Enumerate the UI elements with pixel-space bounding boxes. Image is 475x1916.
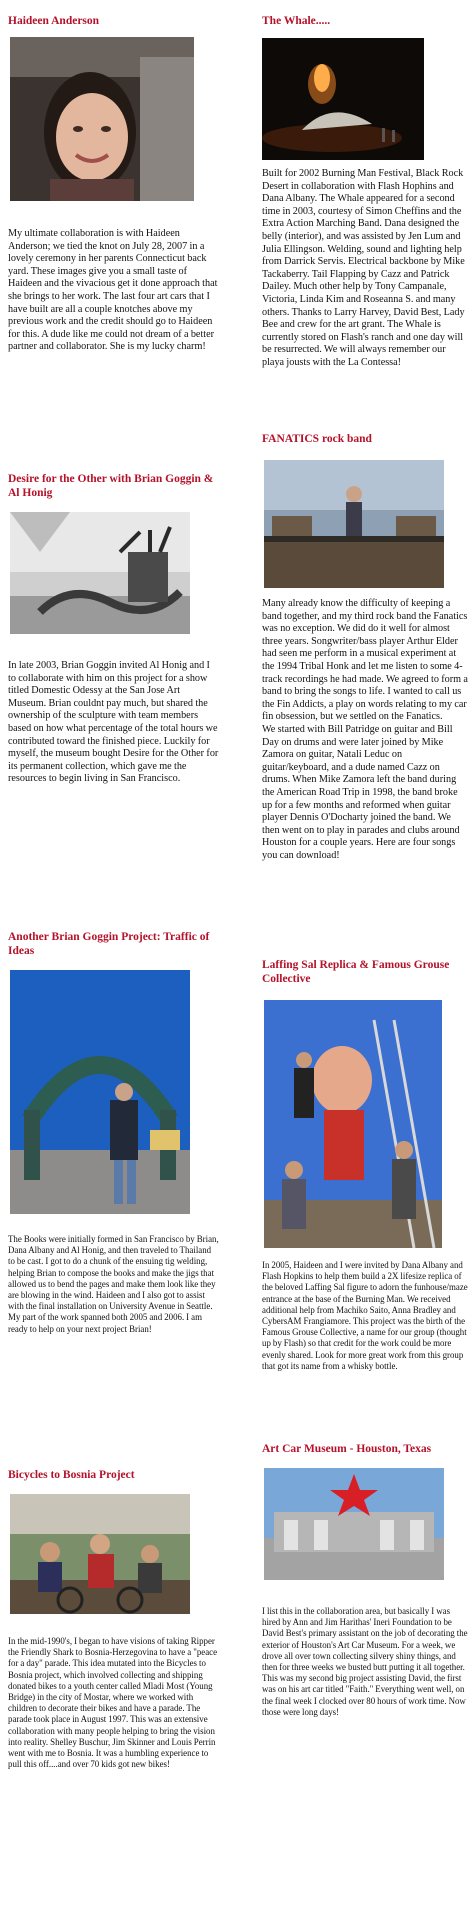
entry-haideen-anderson [8,14,220,28]
entry-text: My ultimate collaboration is with Haideen Anderson; we tied the knot on July 28, 2007 in a lovely ceremony in her parents Connecticut back yard. These images give you a small taste of Haideen and the vivacious get it done approach that she brings to her work. The last four art cars that I have built are all a couple knotches above my previous work and the credit should go to Haideen for this. A dude like me could not dream of a better partner and collaborator. She is my lucky charm! [8,228,218,353]
entry-heading: FANATICS rock band [262,433,372,445]
entry-text: Built for 2002 Burning Man Festival, Black Rock Desert in collaboration with Flash Hophins and Dana Albany. The Whale appeared for a second time in 2003, courtesy of Simon Cheffins and the Extra Action Marching Band. Dana designed the belly (interior), and was assisted by Jen Lum and Julia Ellingson. Welding, sound and lighting help from Darrick Servis. Electrical backbone by Mike Tackaberry. Tail Flapping by Cazz and Patrick Dailey. Much other help by Tony Campanale, Victoria, Linda Kim and Roseanna S. and many others. Thanks to Larry Harvey, David Best, Lady Bee and crew for the art grant. The Whale is currently stored on Flash's ranch and one day will be resurrected. We will always remember our playa jousts with the La Contessa! [262,168,465,368]
entry-heading: Another Brian Goggin Project: Traffic of Ideas [8,931,210,957]
traffic-of-ideas-photo [10,970,190,1214]
entry-art-car-museum [262,1442,470,1456]
entry-text-wrap [262,168,470,370]
entry-heading: Art Car Museum - Houston, Texas [262,1443,432,1455]
entry-laffing-sal [262,958,470,986]
entry-text-wrap [8,1636,220,1770]
desire-sculpture-photo [10,512,190,634]
entry-text: In 2005, Haideen and I were invited by Dana Albany and Flash Hopkins to help them build a 2X lifesize replica of the beloved Laffing Sal figure to adorn the funhouse/maze entrance at the base of the Burning Man. We received additional help from Machiko Saito, Anna Bradley and CybersAM Frangiamore. This project was the birth of the Famous Grouse Collective, a name for our group (thought up by Flash) so that credit for the work could be more evenly shared. Look for more great work from this group that got its name from a whisky bottle. [262,1260,468,1371]
entry-text: In the mid-1990's, I began to have visions of taking Ripper the Friendly Shark to Bosnia-Herzegovina to have a "peace for a day" parade. This idea mutated into the Bicycles to Bosnia project, which involved collecting and shipping donated bikes to a youth center called Mladi Most (Young Bridge) in the city of Mostar, where we worked with children to decorate their bikes and have a parade. The parade took place in August 1997. This was an extensive collaboration with many people helping to bring the vision into reality. Shelley Buschur, Jim Skinner and Louis Perrin went with me to Bosnia. It was a humbling experience to pull this off....and over 70 kids got new bikes! [8,1636,218,1770]
entry-text: In late 2003, Brian Goggin invited Al Honig and I to collaborate with him on this project for a show titled Domestic Odessy at the San Jose Art Museum. Brian couldnt pay much, but shared the ownership of the sculpture with team members based on how what percentage of the total hours we contributed toward the finished piece. Luckily for myself, the museum bought Desire for the Other for its permanent collection, which gave me the resources to begin living in San Francisco. [8,660,219,785]
entry-text-wrap [262,1260,470,1372]
entry-fanatics [262,432,470,446]
entry-desire-for-the-other [8,472,220,500]
entry-text-wrap [262,1606,470,1718]
entry-the-whale [262,14,470,28]
entry-heading: Bicycles to Bosnia Project [8,1469,135,1481]
entry-text-wrap [8,228,220,354]
entry-heading: The Whale..... [262,15,331,27]
laffing-sal-photo [264,1000,442,1248]
entry-text-wrap [8,660,220,786]
entry-text: The Books were initially formed in San Francisco by Brian, Dana Albany and Al Honig, and then traveled to Thailand to be cast. I got to do a chunk of the ensuing tig welding, helping Brian to compose the books and make the jigs that allowed us to bend the pages and make them look like they are blowing in the wind. Haideen and I also got to assist with the final installation on University Avenue in Seattle. My part of the work spanned both 2005 and 2006. I am ready to help on your next project Brian! [8,1234,219,1334]
whale-night-photo [262,38,424,160]
art-car-museum-photo [264,1468,444,1580]
entry-text-wrap [262,598,470,862]
entry-text: Many already know the difficulty of keeping a band together, and my third rock band the Fanatics was no exception. We did do it well for almost three years. Songwriter/bass player Arthur Elder had seen me perform in a musical experiment at the 1994 Tribal Honk and let me listen to some 4-track recordings he had made. We agreed to form a band to bring the songs to life. I wanted to call us the Fin Addicts, a play on words relating to my car fin obsession, but we settled on the Fanatics. [262,598,468,723]
entry-text: I list this in the collaboration area, but basically I was hired by Ann and Jim Harithas' Ineri Foundation to be David Best's primary assistant on the job of decorating the exterior of Houston's Art Car Museum. For a week, we drove all over town collecting silvery shiny things, and then for three weeks we busted butt putting it all together. This was my second big project assisting David, the first was on his art car titled "Faith." Everything went well, on the final week I clocked over 80 hours of work time. Now those were long days! [262,1606,468,1717]
entry-bicycles-to-bosnia [8,1468,220,1482]
fanatics-stage-photo [264,460,444,588]
entry-heading: Haideen Anderson [8,15,100,27]
entry-text-continued: We started with Bill Patridge on guitar and Bill Day on drums and were later joined by Mike Zamora on guitar, Natali Leduc on guitar/keyboard, and a dude named Cazz on drums. When Mike Zamora left the band during the American Road Trip in 1998, the band broke up for a few months and reformed when guitar player Dennis O'Docharty joined the band. We then went on to play in parades and clubs around Houston for a couple years. Here are four songs you can download! [262,723,460,861]
bosnia-kids-photo [10,1494,190,1614]
entry-traffic-of-ideas [8,930,220,958]
haideen-portrait-photo [10,37,194,201]
entry-text-wrap [8,1234,220,1335]
entry-heading: Desire for the Other with Brian Goggin & Al Honig [8,473,214,499]
entry-heading: Laffing Sal Replica & Famous Grouse Collective [262,959,450,985]
